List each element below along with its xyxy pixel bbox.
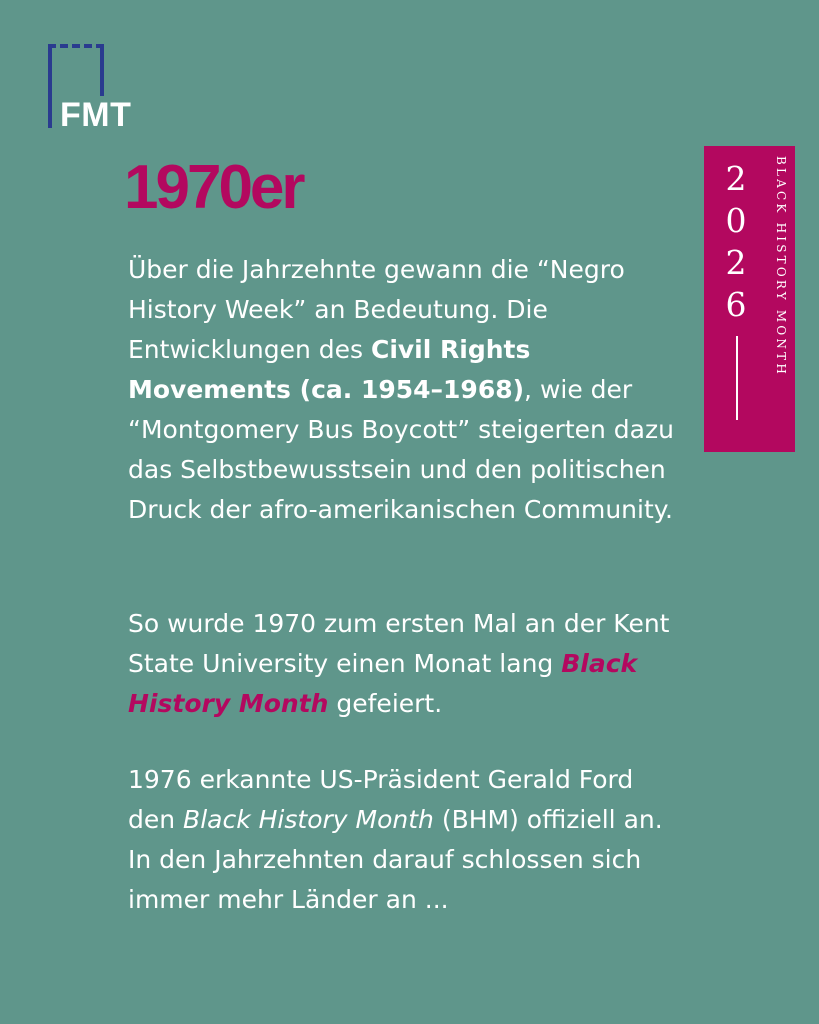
logo-text: FMT (60, 96, 132, 134)
banner-divider-line (736, 336, 738, 420)
year-digit: 0 (725, 201, 747, 240)
black-history-month-italic: Black History Month (183, 805, 434, 834)
year-vertical (718, 158, 754, 326)
year-digit: 6 (725, 285, 747, 324)
paragraph2-text-end: gefeiert. (328, 689, 443, 718)
fmt-logo (48, 44, 140, 134)
paragraph2-text-start: So wurde 1970 zum ersten Mal an der Kent State University einen Monat lang (128, 609, 670, 678)
paragraph3-text-start: 1976 erkannte US-Präsident Gerald Ford den (128, 765, 634, 834)
paragraph3-text-end: (BHM) offiziell an. In den Jahrzehnten darauf schlossen sich immer mehr Länder an ... (128, 805, 663, 914)
paragraph1-text-start: Über die Jahrzehnte gewann die “Negro History Week” an Bedeutung. Die Entwicklungen des (128, 255, 625, 364)
paragraph1-text-end: , wie der “Montgomery Bus Boycott” steigerten dazu das Selbstbewusstsein und den politischen Druck der afro-amerikanischen Community. (128, 375, 674, 524)
banner-label: BLACK HISTORY MONTH (774, 156, 788, 377)
paragraph-kent-state (128, 604, 688, 724)
black-history-month-highlight: Black History Month (128, 649, 638, 718)
year-digit: 2 (725, 243, 747, 282)
paragraph-civil-rights (128, 250, 688, 530)
decade-heading: 1970er (124, 153, 303, 222)
side-banner (704, 146, 795, 452)
year-digit: 2 (725, 159, 747, 198)
civil-rights-bold: Civil Rights Movements (ca. 1954–1968) (128, 335, 531, 404)
paragraph-ford (128, 760, 688, 920)
